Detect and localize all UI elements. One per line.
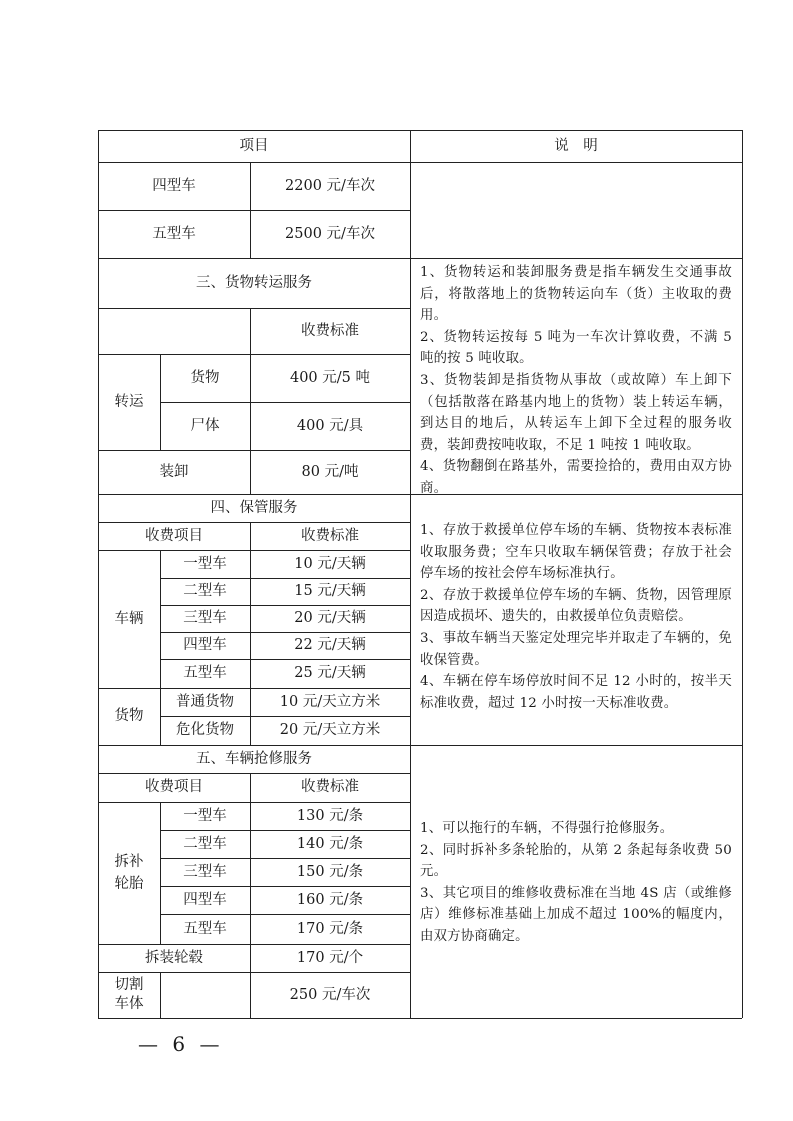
price: 160 元/条	[296, 891, 364, 908]
vehicle-type: 四型车	[183, 637, 227, 654]
column-header: 收费项目	[145, 527, 203, 544]
price: 15 元/天辆	[294, 583, 366, 600]
price: 25 元/天辆	[294, 665, 366, 682]
note-paragraph: 4、货物翻倒在路基外，需要捡拾的，费用由双方协商。	[420, 459, 732, 496]
vehicle-type: 五型车	[152, 225, 196, 242]
vehicle-type: 四型车	[183, 891, 227, 908]
price: 150 元/条	[296, 863, 364, 880]
header-item: 项目	[239, 137, 269, 154]
note-paragraph: 3、其它项目的维修收费标准在当地 4S 店（或维修店）维修标准基础上加成不超过 100%的幅度内，由双方协商确定。	[420, 885, 732, 944]
item-name: 尸体	[190, 417, 220, 434]
price: 2500 元/车次	[285, 225, 375, 242]
price: 170 元/个	[296, 949, 364, 966]
table-border-bottom	[98, 1018, 742, 1019]
vehicle-type: 五型车	[183, 920, 227, 937]
vehicle-type: 二型车	[183, 583, 227, 600]
item-name: 货物	[190, 369, 220, 386]
item-name: 装卸	[159, 463, 189, 480]
vehicle-type: 三型车	[183, 863, 227, 880]
price: 400 元/具	[296, 417, 364, 434]
section-notes	[420, 520, 732, 714]
note-paragraph: 2、货物转运按每 5 吨为一车次计算收费，不满 5 吨的按 5 吨收取。	[420, 329, 732, 367]
price: 170 元/条	[296, 920, 364, 937]
vehicle-type: 一型车	[183, 807, 227, 824]
price: 250 元/车次	[289, 986, 371, 1003]
price: 80 元/吨	[301, 463, 359, 480]
item-name: 切割车体	[114, 977, 144, 1012]
note-paragraph: 1、存放于救援单位停车场的车辆、货物按本表标准收取服务费；空车只收取车辆保管费；存放于社会停车场的按社会停车场标准执行。	[420, 523, 732, 582]
price: 400 元/5 吨	[289, 369, 370, 386]
note-paragraph: 2、同时拆补多条轮胎的，从第 2 条起每条收费 50 元。	[420, 842, 732, 880]
price: 2200 元/车次	[285, 177, 375, 194]
column-divider	[410, 130, 411, 1018]
note-paragraph: 1、可以拖行的车辆，不得强行抢修服务。	[420, 821, 674, 836]
vehicle-type: 一型车	[183, 555, 227, 572]
row-group-label: 货物	[114, 708, 144, 725]
section-title: 四、保管服务	[210, 499, 298, 516]
page-number: — 6 —	[138, 1032, 224, 1056]
note-paragraph: 4、车辆在停车场停放时间不足 12 小时的，按半天标准收费，超过 12 小时按一天标准收费。	[420, 674, 732, 711]
price: 130 元/条	[296, 807, 364, 824]
vehicle-type: 三型车	[183, 610, 227, 627]
vehicle-type: 二型车	[183, 835, 227, 852]
vehicle-type: 五型车	[183, 665, 227, 682]
section-title: 五、车辆抢修服务	[196, 750, 312, 767]
section-title: 三、货物转运服务	[196, 274, 312, 291]
column-header: 收费标准	[301, 322, 359, 339]
price: 10 元/天辆	[294, 555, 366, 572]
column-header: 收费标准	[301, 527, 359, 544]
cargo-type: 普通货物	[176, 693, 234, 710]
section-notes	[420, 818, 732, 948]
note-paragraph: 1、货物转运和装卸服务费是指车辆发生交通事故后，将散落地上的货物转运向车（货）主收取的费用。	[420, 265, 732, 324]
section-notes	[420, 262, 732, 500]
price: 22 元/天辆	[294, 637, 366, 654]
price: 140 元/条	[296, 835, 364, 852]
note-paragraph: 2、存放于救援单位停车场的车辆、货物，因管理原因造成损坏、遗失的，由救援单位负责赔偿。	[420, 587, 732, 625]
table-border-right	[742, 130, 743, 1018]
cargo-type: 危化货物	[176, 722, 234, 739]
note-paragraph: 3、货物装卸是指货物从事故（或故障）车上卸下（包括散落在路基内地上的货物）装上转运车辆，到达目的地后，从转运车上卸下全过程的服务收费，装卸费按吨收取，不足 1 吨按 1 吨收取。	[420, 372, 732, 453]
column-header: 收费标准	[301, 779, 359, 796]
price: 20 元/天辆	[294, 610, 366, 627]
item-name: 拆装轮毂	[145, 949, 203, 966]
header-description: 说 明	[554, 137, 598, 154]
vehicle-type: 四型车	[152, 177, 196, 194]
rule	[160, 972, 161, 1018]
column-header: 收费项目	[145, 779, 203, 796]
note-paragraph: 3、事故车辆当天鉴定处理完毕并取走了车辆的，免收保管费。	[420, 630, 732, 668]
row-group-label: 拆补轮胎	[114, 854, 144, 892]
price: 20 元/天立方米	[279, 722, 381, 739]
row-group-label: 转运	[114, 393, 144, 410]
row-group-label: 车辆	[114, 610, 144, 627]
price: 10 元/天立方米	[279, 693, 381, 710]
